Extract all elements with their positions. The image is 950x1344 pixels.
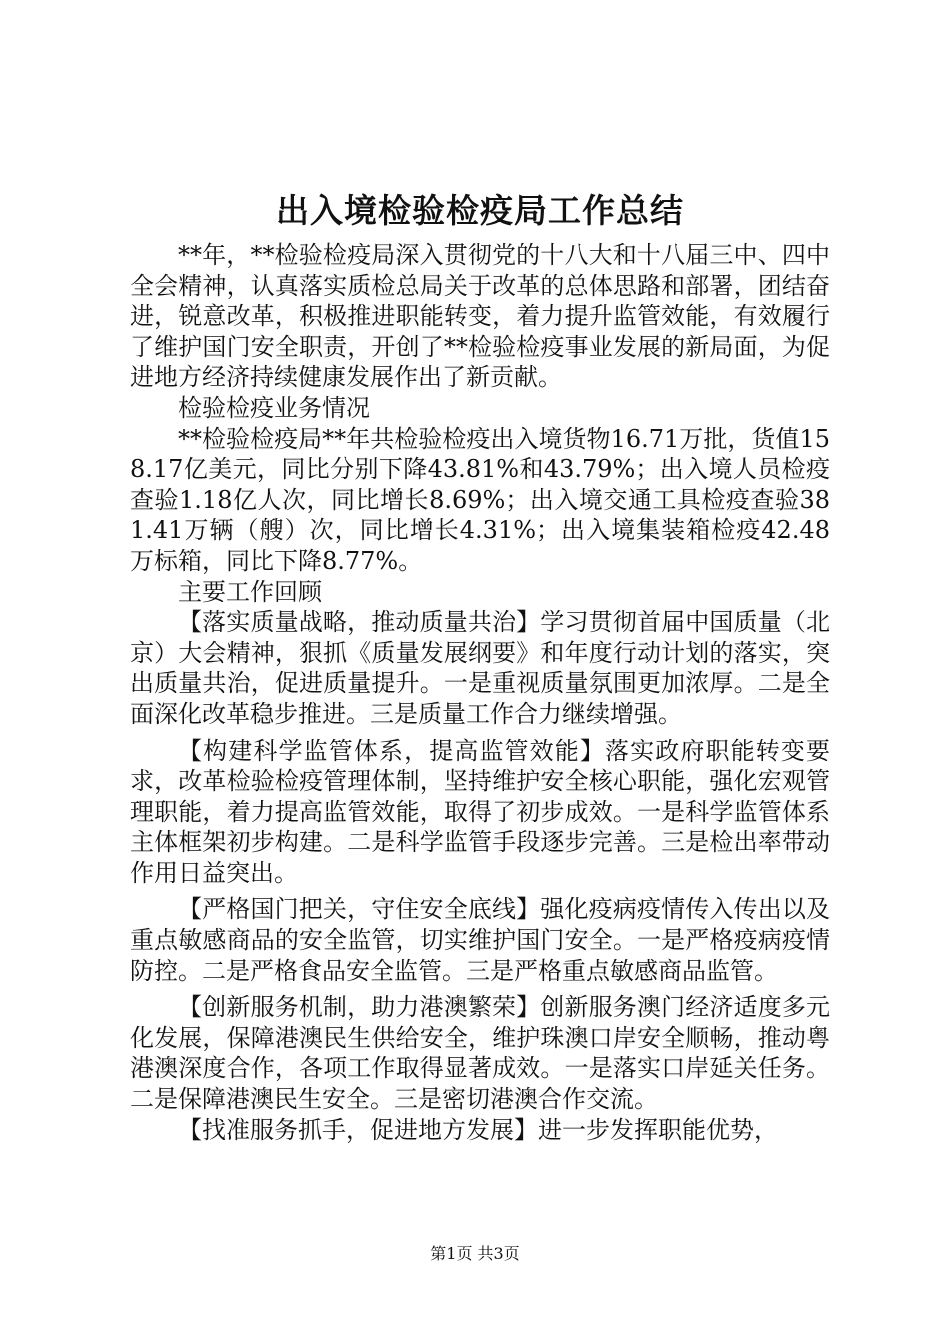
border-security-paragraph: 【严格国门把关，守住安全底线】强化疫病疫情传入传出以及重点敏感商品的安全监管，切实维护国门安全。一是严格疫病疫情防控。二是严格食品安全监管。三是严格重点敏感商品监管。 xyxy=(130,895,830,985)
hk-macao-service-paragraph: 【创新服务机制，助力港澳繁荣】创新服务澳门经济适度多元化发展，保障港澳民生供给安全，维护珠澳口岸安全顺畅，推动粤港澳深度合作，各项工作取得显著成效。一是落实口岸延关任务。二是保障港澳民生安全。三是密切港澳合作交流。 xyxy=(130,993,830,1114)
supervision-system-paragraph: 【构建科学监管体系，提高监管效能】落实政府职能转变要求，改革检验检疫管理体制，坚持维护安全核心职能，强化宏观管理职能，着力提高监管效能，取得了初步成效。一是科学监管体系主体框架初步构建。二是科学监管手段逐步完善。三是检出率带动作用日益突出。 xyxy=(130,736,830,887)
section-heading-review: 主要工作回顾 xyxy=(178,577,322,606)
business-statistics-paragraph: **检验检疫局**年共检验检疫出入境货物16.71万批，货值158.17亿美元，同比分别下降43.81%和43.79%；出入境人员检疫查验1.18亿人次，同比增长8.69%；出入境交通工具检疫查验381.41万辆（艘）次，同比增长4.31%；出入境集装箱检疫42.48万标箱，同比下降8.77%。 xyxy=(130,424,830,575)
local-development-paragraph: 【找准服务抓手，促进地方发展】进一步发挥职能优势， xyxy=(178,1115,778,1144)
intro-paragraph: **年，**检验检疫局深入贯彻党的十八大和十八届三中、四中全会精神，认真落实质检总局关于改革的总体思路和部署，团结奋进，锐意改革，积极推进职能转变，着力提升监管效能，有效履行了维护国门安全职责，开创了**检验检疫事业发展的新局面，为促进地方经济持续健康发展作出了新贡献。 xyxy=(130,241,830,392)
document-page xyxy=(130,188,830,1145)
page-number-footer: 第1页 共3页 xyxy=(430,1244,520,1263)
quality-strategy-paragraph: 【落实质量战略，推动质量共治】学习贯彻首届中国质量（北京）大会精神，狠抓《质量发展纲要》和年度行动计划的落实，突出质量共治，促进质量提升。一是重视质量氛围更加浓厚。二是全面深化改革稳步推进。三是质量工作合力继续增强。 xyxy=(130,608,830,728)
section-heading-business: 检验检疫业务情况 xyxy=(178,393,370,422)
document-title: 出入境检验检疫局工作总结 xyxy=(276,191,684,230)
document-body xyxy=(130,240,830,1145)
